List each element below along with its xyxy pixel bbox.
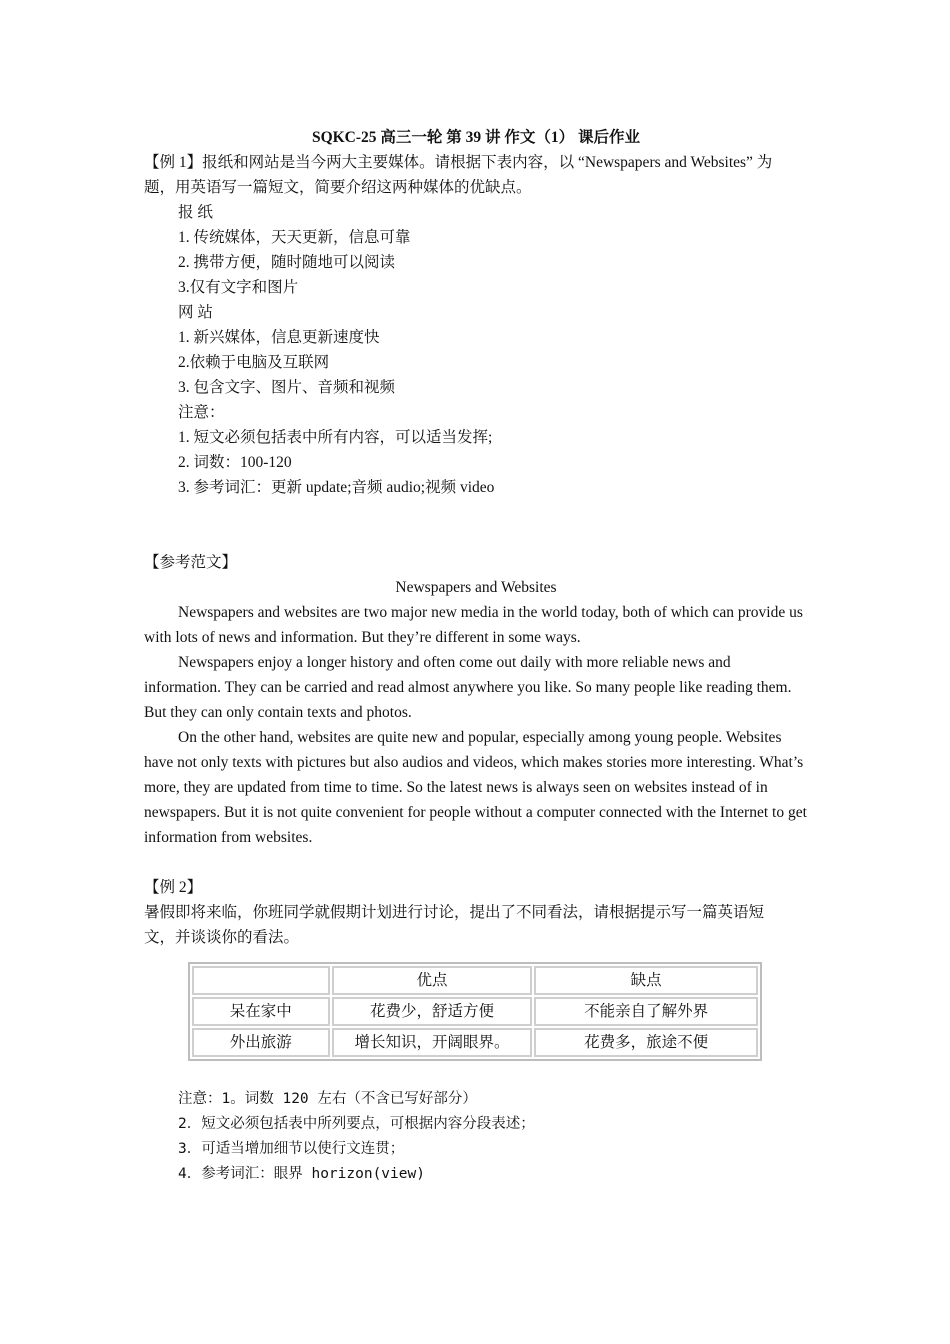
document-page [144, 125, 808, 1187]
table-cell: 外出旅游 [192, 1028, 330, 1057]
table-cell: 增长知识，开阔眼界。 [332, 1028, 533, 1057]
notes-heading: 注意： [178, 404, 225, 421]
note-item: 2. 词数：100-120 [178, 454, 292, 471]
newspaper-point: 3.仅有文字和图片 [178, 279, 299, 296]
pros-cons-table [188, 962, 762, 1061]
table-cell: 不能亲自了解外界 [534, 997, 758, 1026]
example2-heading: 【例 2】 [144, 879, 203, 896]
example2-prompt-line1: 暑假即将来临，你班同学就假期计划进行讨论，提出了不同看法，请根据提示写一篇英语短 [144, 904, 765, 921]
example1-prompt-line2: 题，用英语写一篇短文，简要介绍这两种媒体的优缺点。 [144, 179, 532, 196]
newspaper-point: 2. 携带方便，随时随地可以阅读 [178, 254, 396, 271]
essay-paragraph: Newspapers enjoy a longer history and often come out daily with more reliable news and information. They can be carried and read almost anywhere you like. So many people like reading them. But they can only contain texts and photos. [144, 654, 792, 721]
table-cell: 花费多，旅途不便 [534, 1028, 758, 1057]
website-point: 2.依赖于电脑及互联网 [178, 354, 330, 371]
note-item: 3. 参考词汇：更新 update;音频 audio;视频 video [178, 479, 495, 496]
table-cell: 呆在家中 [192, 997, 330, 1026]
essay-paragraph: Newspapers and websites are two major new media in the world today, both of which can provide us with lots of news and information. But they’re different in some ways. [144, 604, 803, 646]
example2-note: 4．参考词汇：眼界 horizon(view) [178, 1166, 425, 1182]
website-heading: 网 站 [178, 304, 213, 321]
website-point: 1. 新兴媒体，信息更新速度快 [178, 329, 380, 346]
newspaper-heading: 报 纸 [178, 204, 213, 221]
model-essay-heading: 【参考范文】 [144, 554, 238, 571]
table-header-row [192, 966, 758, 995]
example1-prompt-line1: 【例 1】报纸和网站是当今两大主要媒体。请根据下表内容，以 “Newspapers and Websites” 为 [144, 154, 773, 171]
page-title: SQKC-25 高三一轮 第 39 讲 作文（1） 课后作业 [311, 129, 641, 146]
table-cell: 花费少，舒适方便 [332, 997, 533, 1026]
example2-prompt-line2: 文，并谈谈你的看法。 [144, 929, 300, 946]
table-row [192, 1028, 758, 1057]
example2-note: 注意：1。词数 120 左右（不含已写好部分） [178, 1091, 477, 1107]
essay-paragraph: On the other hand, websites are quite new and popular, especially among young people. Websites have not only texts with pictures but also audios and videos, which makes stories more interesting. What’s more, they are updated from time to time. So the latest news is always seen on websites instead of in newspapers. But it is not quite convenient for people without a computer connected with the Internet to get information from websites. [144, 729, 807, 846]
table-header-cell: 优点 [332, 966, 533, 995]
table-header-cell: 缺点 [534, 966, 758, 995]
example2-note: 2．短文必须包括表中所列要点，可根据内容分段表述； [178, 1116, 535, 1132]
note-item: 1. 短文必须包括表中所有内容，可以适当发挥; [178, 429, 493, 446]
table-row [192, 997, 758, 1026]
newspaper-point: 1. 传统媒体，天天更新，信息可靠 [178, 229, 411, 246]
website-point: 3. 包含文字、图片、音频和视频 [178, 379, 396, 396]
table-header-cell [192, 966, 330, 995]
model-essay-title: Newspapers and Websites [395, 579, 557, 596]
example2-note: 3．可适当增加细节以使行文连贯； [178, 1141, 405, 1157]
